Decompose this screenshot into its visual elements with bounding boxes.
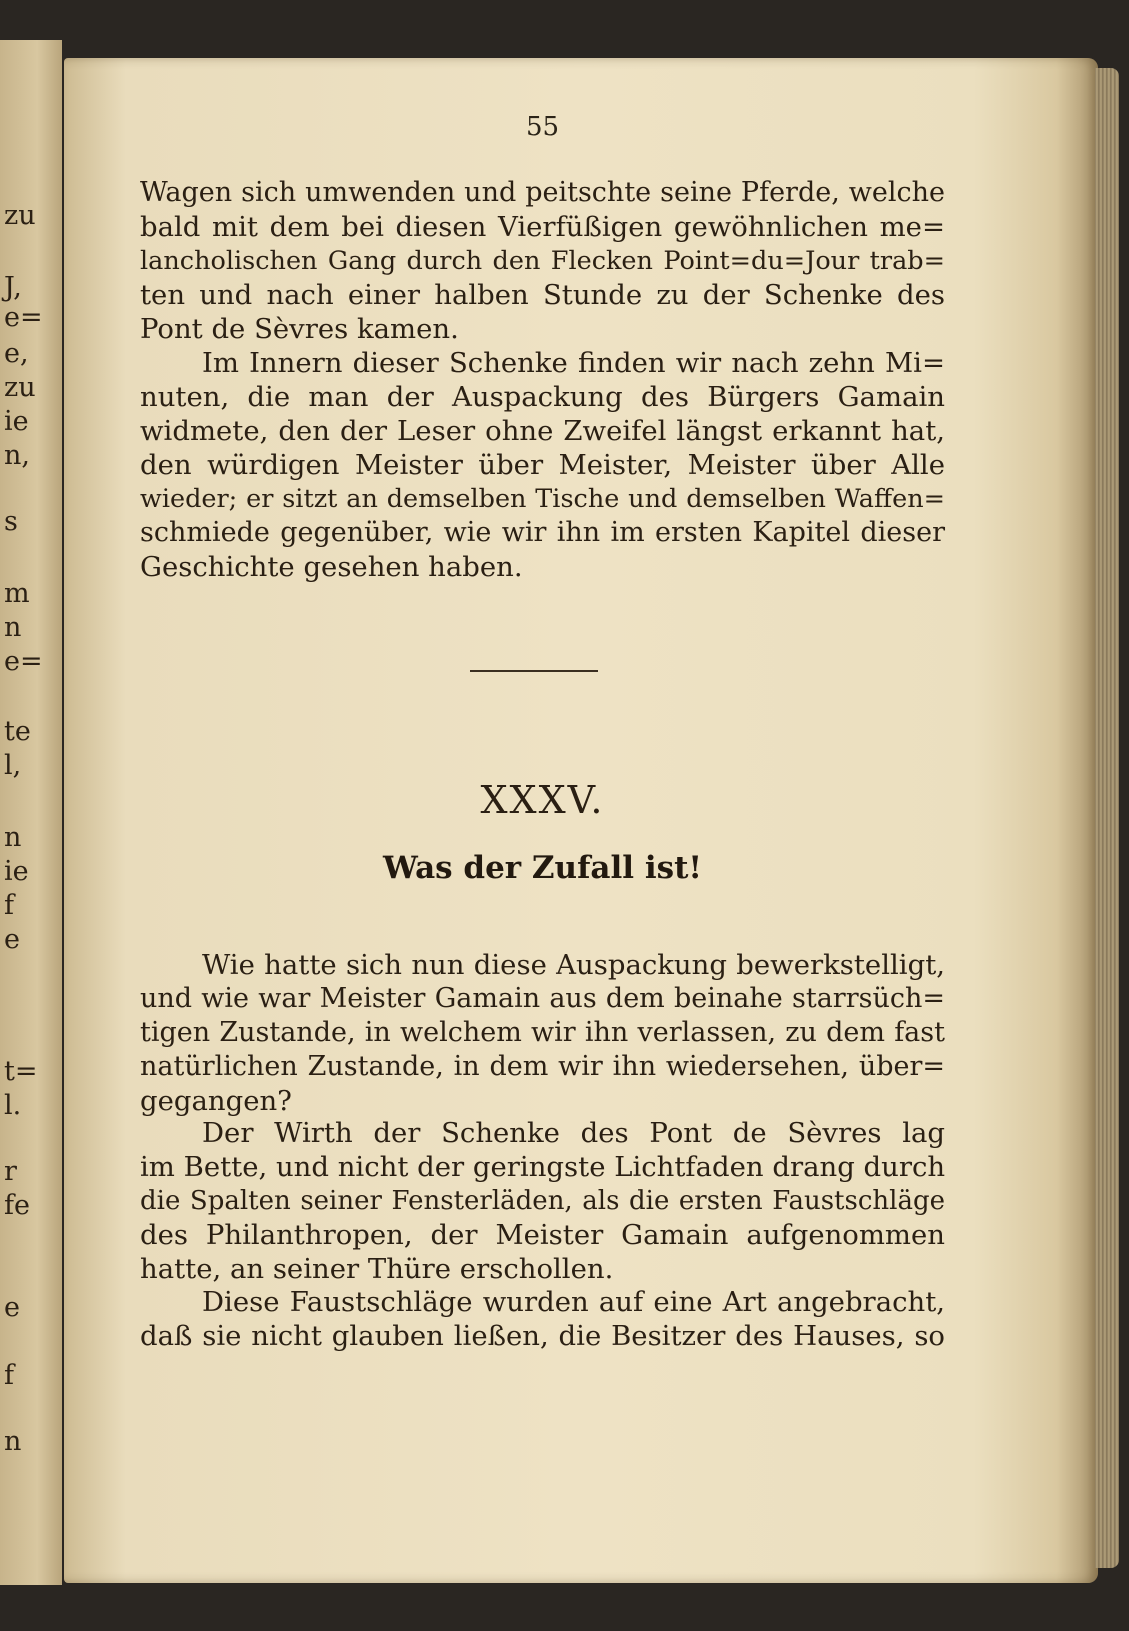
left-page-fragment: l,	[4, 750, 22, 781]
left-page-fragment: f	[4, 890, 14, 921]
paragraph	[140, 948, 945, 1118]
left-page-fragment: m	[4, 578, 30, 609]
text-line: hatte, an seiner Thüre erschollen.	[140, 1253, 614, 1285]
chapter-number: XXXV.	[480, 778, 605, 822]
left-page-fragment: n	[4, 822, 22, 853]
text-line: lancholischen Gang durch den Flecken Point=du=Jour trab=	[140, 246, 945, 276]
text-line: im Bette, und nicht der geringste Lichtfaden drang durch	[140, 1151, 946, 1183]
page-content	[140, 0, 945, 1631]
text-line: des Philanthropen, der Meister Gamain aufgenommen	[140, 1219, 945, 1251]
text-line: daß sie nicht glauben ließen, die Besitzer des Hauses, so	[140, 1320, 945, 1352]
text-line: die Spalten seiner Fensterläden, als die ersten Faustschläge	[140, 1186, 945, 1216]
left-page-fragment: n,	[4, 440, 30, 471]
left-page-sliver	[0, 40, 62, 1585]
page-stack-edge	[1095, 68, 1119, 1568]
text-line: Geschichte gesehen haben.	[140, 551, 523, 583]
text-line: nuten, die man der Auspackung des Bürgers Gamain	[140, 381, 945, 413]
text-line: wieder; er sitzt an demselben Tische und demselben Waffen=	[140, 484, 945, 514]
text-line: widmete, den der Leser ohne Zweifel längst erkannt hat,	[140, 415, 945, 447]
paragraph	[140, 1285, 945, 1353]
left-page-fragment: n	[4, 612, 22, 643]
text-line: ten und nach einer halben Stunde zu der Schenke des	[140, 279, 945, 311]
left-page-fragment: f	[4, 1360, 14, 1391]
left-page-fragment: ie	[4, 856, 29, 887]
text-line: Diese Faustschläge wurden auf eine Art angebracht,	[202, 1286, 945, 1318]
left-page-fragment: e=	[4, 646, 43, 677]
text-line: bald mit dem bei diesen Vierfüßigen gewöhnlichen me=	[140, 211, 945, 243]
text-line: natürlichen Zustande, in dem wir ihn wiedersehen, über=	[140, 1051, 945, 1082]
section-divider	[470, 670, 598, 672]
paragraph	[140, 176, 945, 346]
left-page-fragment: n	[4, 1426, 22, 1457]
text-line: Im Innern dieser Schenke finden wir nach zehn Mi=	[202, 347, 945, 379]
text-line: Wagen sich umwenden und peitschte seine Pferde, welche	[140, 177, 945, 208]
left-page-fragment: zu	[4, 200, 36, 231]
text-line: Der Wirth der Schenke des Pont de Sèvres lag	[202, 1117, 945, 1149]
text-line: schmiede gegenüber, wie wir ihn im ersten Kapitel dieser	[140, 517, 945, 548]
text-line: gegangen?	[140, 1085, 292, 1117]
left-page-fragment: fe	[4, 1190, 30, 1221]
left-page-fragment: e	[4, 924, 20, 955]
text-line: und wie war Meister Gamain aus dem beinahe starrsüch=	[140, 983, 945, 1014]
chapter-title: Was der Zufall ist!	[382, 850, 703, 886]
left-page-fragment: l.	[4, 1090, 22, 1121]
left-page-fragment: J,	[4, 272, 22, 303]
left-page-fragment: e,	[4, 338, 29, 369]
paragraph	[140, 346, 945, 584]
text-line: tigen Zustande, in welchem wir ihn verlassen, zu dem fast	[140, 1017, 945, 1048]
text-line: den würdigen Meister über Meister, Meister über Alle	[140, 449, 945, 481]
left-page-fragment: zu	[4, 372, 36, 403]
text-line: Pont de Sèvres kamen.	[140, 313, 459, 345]
paragraph	[140, 1116, 945, 1286]
text-line: Wie hatte sich nun diese Auspackung bewerkstelligt,	[202, 949, 945, 981]
left-page-fragment: e	[4, 1292, 20, 1323]
left-page-fragment: ie	[4, 406, 29, 437]
left-page-fragment: e=	[4, 302, 43, 333]
page-number: 55	[525, 112, 560, 142]
left-page-fragment: te	[4, 716, 31, 747]
left-page-fragment: r	[4, 1156, 17, 1187]
left-page-fragment: t=	[4, 1056, 38, 1087]
left-page-fragment: s	[4, 506, 18, 537]
